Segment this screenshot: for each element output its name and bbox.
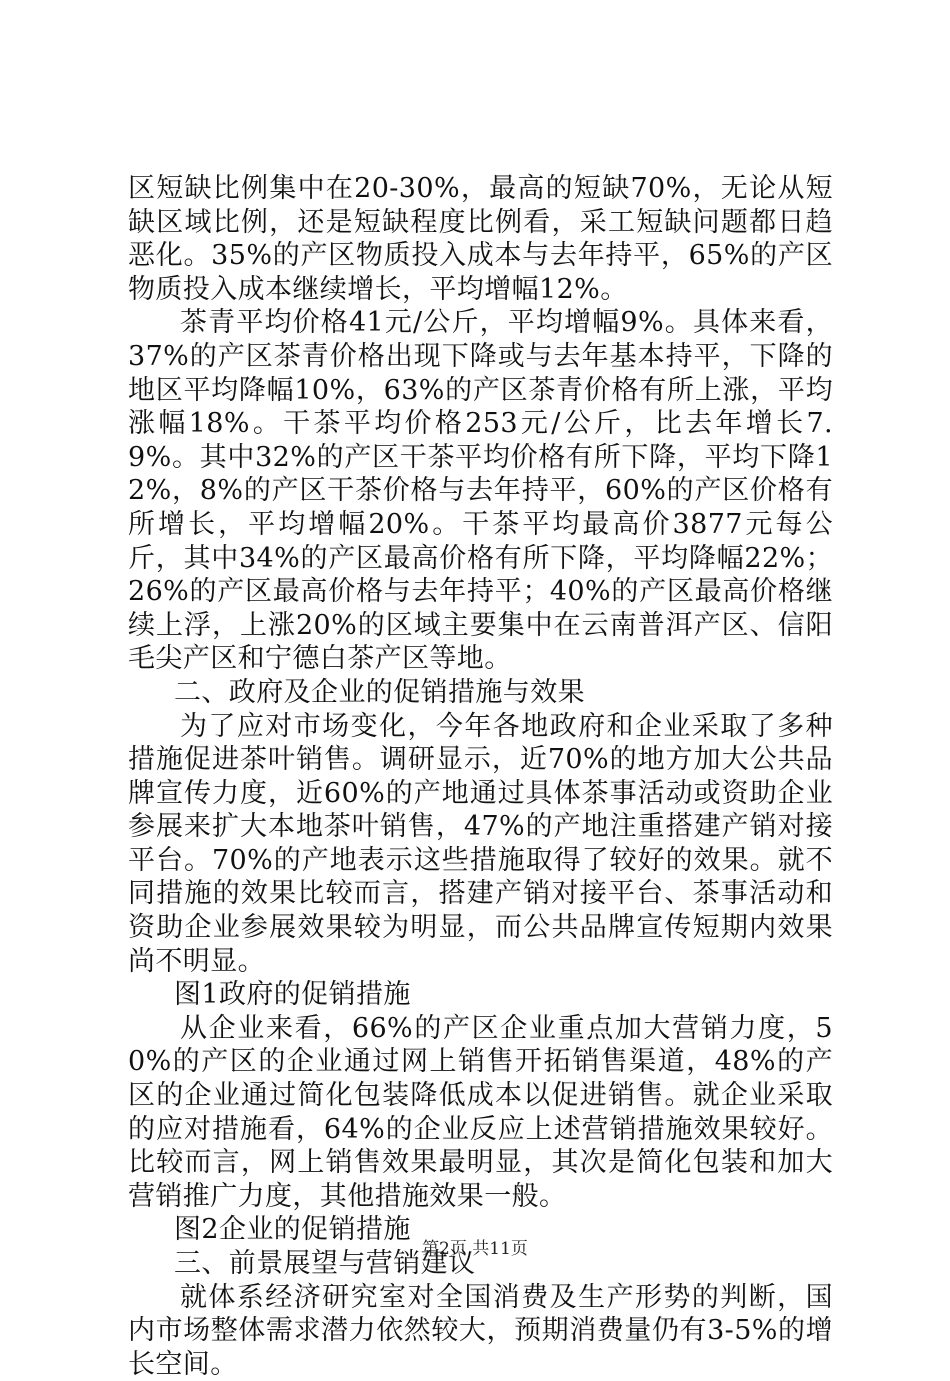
document-body: [128, 172, 833, 1381]
figure-caption-2: 图2企业的促销措施: [174, 1214, 411, 1246]
page-footer: 第2页 共11页: [422, 1239, 528, 1259]
paragraph-government-measures: 为了应对市场变化，今年各地政府和企业采取了多种措施促进茶叶销售。调研显示，近70%的地方加大公共品牌宣传力度，近60%的产地通过具体茶事活动或资助企业参展来扩大本地茶叶销售，47%的产地注重搭建产销对接平台。70%的产地表示这些措施取得了较好的效果。就不同措施的效果比较而言，搭建产销对接平台、茶事活动和资助企业参展效果较为明显，而公共品牌宣传短期内效果尚不明显。: [128, 710, 833, 977]
figure-caption-1: 图1政府的促销措施: [174, 979, 411, 1011]
section-heading-outlook: 三、前景展望与营销建议: [174, 1248, 476, 1279]
section-heading-promotion: 二、政府及企业的促销措施与效果: [174, 676, 585, 708]
paragraph-enterprise-measures: 从企业来看，66%的产区企业重点加大营销力度，50%的产区的企业通过网上销售开拓销售渠道，48%的产区的企业通过简化包装降低成本以促进销售。就企业采取的应对措施看，64%的企业反应上述营销措施效果较好。比较而言，网上销售效果最明显，其次是简化包装和加大营销推广力度，其他措施效果一般。: [128, 1012, 833, 1212]
paragraph-outlook: 就体系经济研究室对全国消费及生产形势的判断，国内市场整体需求潜力依然较大，预期消费量仍有3-5%的增长空间。: [128, 1281, 833, 1380]
paragraph-tea-prices: 茶青平均价格41元/公斤，平均增幅9%。具体来看，37%的产区茶青价格出现下降或与去年基本持平，下降的地区平均降幅10%，63%的产区茶青价格有所上涨，平均涨幅18%。干茶平均价格253元/公斤，比去年增长7.9%。其中32%的产区干茶平均价格有所下降，平均下降12%，8%的产区干茶价格与去年持平，60%的产区价格有所增长，平均增幅20%。干茶平均最高价3877元每公斤，其中34%的产区最高价格有所下降，平均降幅22%；26%的产区最高价格与去年持平；40%的产区最高价格继续上浮，上涨20%的区域主要集中在云南普洱产区、信阳毛尖产区和宁德白茶产区等地。: [128, 307, 833, 675]
paragraph-labor-cost: 区短缺比例集中在20-30%，最高的短缺70%，无论从短缺区域比例，还是短缺程度比例看，采工短缺问题都日趋恶化。35%的产区物质投入成本与去年持平，65%的产区物质投入成本继续增长，平均增幅12%。: [128, 173, 833, 305]
